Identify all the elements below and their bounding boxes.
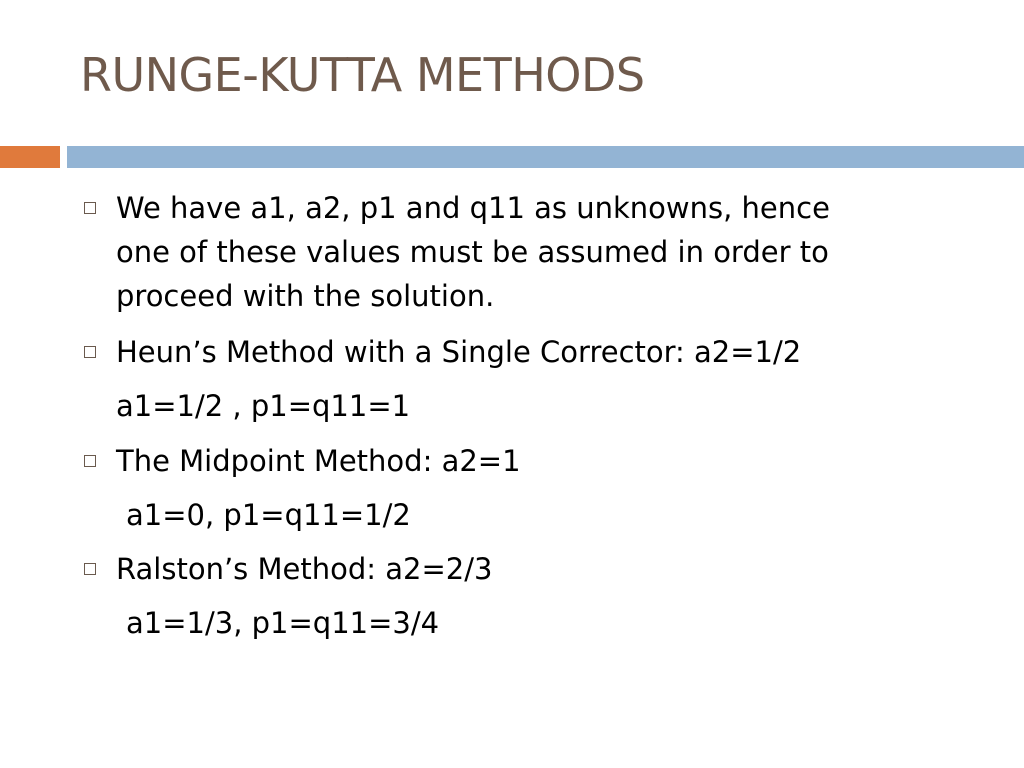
square-bullet-icon: [84, 346, 96, 358]
slide-title: RUNGE-KUTTA METHODS: [80, 48, 645, 102]
bullet-3-line-1: The Midpoint Method: a2=1: [116, 444, 521, 478]
bullet-2-subline: a1=1/2 , p1=q11=1: [116, 389, 411, 423]
square-bullet-icon: [84, 202, 96, 214]
bullet-4-subline: a1=1/3, p1=q11=3/4: [126, 606, 440, 640]
bullet-2-line-1: Heun’s Method with a Single Corrector: a2=1/2: [116, 335, 802, 369]
bullet-4-line-1: Ralston’s Method: a2=2/3: [116, 552, 493, 586]
bullet-3-subline: a1=0, p1=q11=1/2: [126, 498, 411, 532]
bullet-1-line-2: one of these values must be assumed in order to: [116, 235, 829, 269]
square-bullet-icon: [84, 455, 96, 467]
square-bullet-icon: [84, 563, 96, 575]
bullet-1-line-1: We have a1, a2, p1 and q11 as unknowns, hence: [116, 191, 830, 225]
bullet-1-line-3: proceed with the solution.: [116, 279, 495, 313]
